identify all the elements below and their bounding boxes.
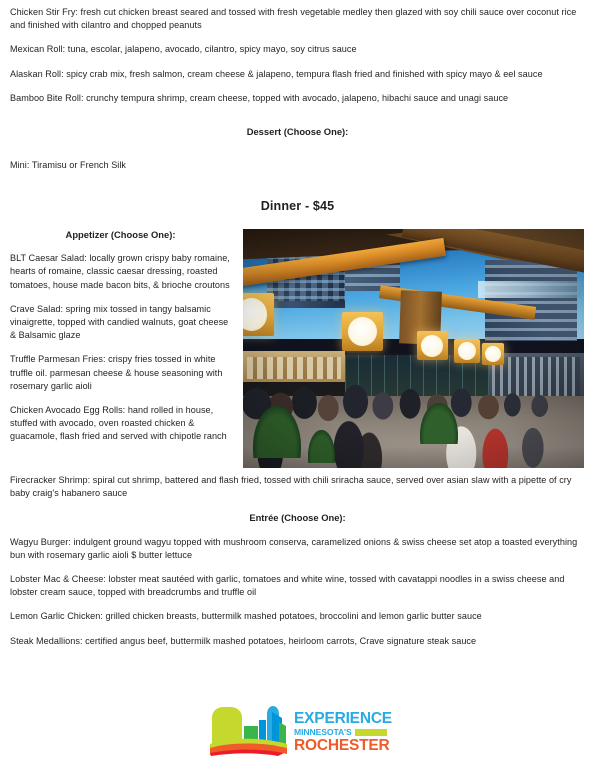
menu-item-chicken-avocado-egg-rolls: Chicken Avocado Egg Rolls: hand rolled in house, stuffed with avocado, oven roasted chicken & guacamole, flash fried and served with chipotle ranch (10, 405, 227, 442)
photo-vignette (243, 229, 584, 468)
menu-item-mini-dessert: Mini: Tiramisu or French Silk (10, 159, 127, 170)
heading-entree: Entrée (Choose One): (249, 512, 346, 524)
menu-item-alaskan-roll: Alaskan Roll: spicy crab mix, fresh salmon, cream cheese & jalapeno, tempura flash fried and finished with spicy mayo & eel sauce (10, 68, 543, 79)
dinner-appetizer-block (10, 228, 585, 474)
menu-item-wagyu-burger: Wagyu Burger: indulgent ground wagyu topped with mushroom conserva, caramelized onions & swiss cheese set atop a toasted everything bun with rosemary garlic aioli $ butter lettuce (10, 536, 578, 560)
menu-item-blt-caesar-salad: BLT Caesar Salad: locally grown crispy baby romaine, hearts of romaine, classic caesar dressing, roasted tomatoes, house made bacon bits, & brioche croutons (10, 253, 230, 290)
logo-line-minnesotas-row (294, 728, 392, 737)
restaurant-patio-photo-image (243, 229, 584, 468)
menu-item-lobster-mac-and-cheese: Lobster Mac & Cheese: lobster meat sautéed with garlic, tomatoes and white wine, tossed with cavatappi noodles in a swiss cheese and lobster cream sauce, topped with breadcrumbs and truffle oil (10, 574, 565, 598)
menu-item-lemon-garlic-chicken: Lemon Garlic Chicken: grilled chicken breasts, buttermilk mashed potatoes, broccolini and lemon garlic butter sauce (10, 611, 482, 622)
experience-minnesotas-rochester-logo (208, 704, 392, 760)
restaurant-patio-photo (243, 229, 584, 468)
footer-logo-area (0, 704, 600, 760)
heading-dinner: Dinner - $45 (260, 198, 335, 213)
menu-item-truffle-parmesan-fries: Truffle Parmesan Fries: crispy fries tossed in white truffle oil. parmesan cheese & house seasoning with rosemary garlic aioli (10, 354, 223, 391)
logo-green-bar (355, 729, 387, 736)
menu-item-firecracker-shrimp: Firecracker Shrimp: spiral cut shrimp, battered and flash fried, tossed with chili sriracha sauce, served over asian slaw with a pipette of cry baby craig's habanero sauce (10, 474, 572, 498)
menu-item-chicken-stir-fry: Chicken Stir Fry: fresh cut chicken breast seared and tossed with fresh vegetable medley then glazed with soy chili sauce over coconut rice and finished with cilantro and chopped peanuts (10, 7, 577, 31)
heading-dessert: Dessert (Choose One): (246, 126, 349, 138)
menu-item-bamboo-bite-roll: Bamboo Bite Roll: crunchy tempura shrimp, cream cheese, topped with avocado, jalapeno, hibachi sauce and unagi sauce (10, 92, 509, 103)
rochester-skyline-icon (208, 704, 288, 760)
heading-appetizer: Appetizer (Choose One): (65, 228, 176, 240)
logo-line-experience: EXPERIENCE (294, 709, 392, 727)
logo-line-minnesotas: MINNESOTA'S (294, 726, 352, 737)
menu-item-steak-medallions: Steak Medallions: certified angus beef, buttermilk mashed potatoes, heirloom carrots, Crave signature steak sauce (10, 635, 477, 646)
logo-line-rochester: ROCHESTER (294, 736, 390, 754)
appetizer-column (10, 228, 238, 444)
logo-wordmark (294, 711, 392, 754)
menu-item-mexican-roll: Mexican Roll: tuna, escolar, jalapeno, avocado, cilantro, spicy mayo, soy citrus sauce (10, 44, 357, 55)
menu-item-crave-salad: Crave Salad: spring mix tossed in tangy balsamic vinaigrette, topped with candied walnuts, goat cheese & Balsamic glaze (10, 303, 229, 341)
